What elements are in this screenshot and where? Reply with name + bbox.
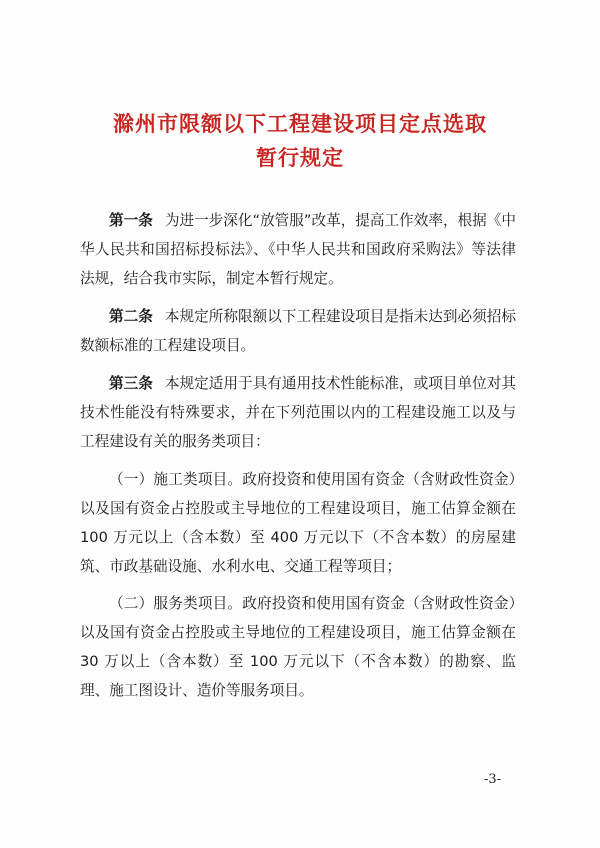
article-1-label: 第一条 bbox=[109, 212, 153, 229]
article-3-label: 第三条 bbox=[109, 375, 153, 392]
page-number: -3- bbox=[484, 772, 502, 787]
article-1 bbox=[80, 206, 516, 293]
document-title-line-2: 暂行规定 bbox=[256, 145, 344, 170]
article-1-text: 为进一步深化“放管服”改革，提高工作效率，根据《中华人民共和国招标投标法》、《中华人民共和国政府采购法》等法律法规，结合我市实际，制定本暂行规定。 bbox=[80, 212, 516, 287]
article-3-text: 本规定适用于具有通用技术性能标准，或项目单位对其技术性能没有特殊要求，并在下列范围以内的工程建设施工以及与工程建设有关的服务类项目： bbox=[80, 375, 516, 450]
article-2-label: 第二条 bbox=[109, 308, 153, 325]
article-2 bbox=[80, 302, 516, 360]
item-1-construction: （一）施工类项目。政府投资和使用国有资金（含财政性资金）以及国有资金占控股或主导地位的工程建设项目，施工估算金额在 100 万元以上（含本数）至 400 万元以下（不含本数）的房屋建筑、市政基础设施、水利水电、交通工程等项目； bbox=[80, 471, 516, 575]
document-body bbox=[80, 206, 516, 713]
item-2-services: （二）服务类项目。政府投资和使用国有资金（含财政性资金）以及国有资金占控股或主导地位的工程建设项目，施工估算金额在 30 万以上（含本数）至 100 万元以下（不含本数）的勘察、监理、施工图设计、造价等服务项目。 bbox=[80, 595, 516, 699]
document-title-line-1: 滁州市限额以下工程建设项目定点选取 bbox=[113, 111, 487, 136]
article-2-text: 本规定所称限额以下工程建设项目是指未达到必须招标数额标准的工程建设项目。 bbox=[80, 308, 516, 354]
article-3 bbox=[80, 369, 516, 456]
